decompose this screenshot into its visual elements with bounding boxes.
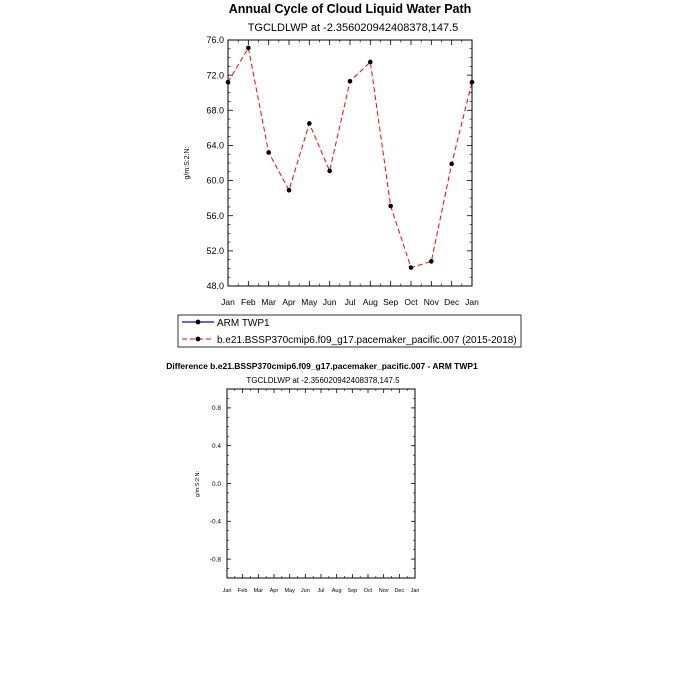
data-point (470, 80, 475, 85)
x-tick-label: May (301, 297, 318, 307)
data-point (449, 162, 454, 167)
data-point (348, 79, 353, 84)
data-point (226, 80, 231, 85)
legend-entry-model (182, 335, 517, 346)
x-tick-label: Nov (378, 588, 389, 594)
chart-subtitle: TGCLDLWP at -2.356020942408378,147.5 (247, 22, 459, 34)
x-tick-label: Jan (221, 297, 235, 307)
x-tick-label: Dec (394, 588, 405, 594)
x-tick-label: May (284, 588, 295, 594)
data-point (409, 265, 414, 270)
x-tick-label: Dec (444, 297, 460, 307)
legend-label-arm: ARM TWP1 (217, 318, 270, 329)
y-tick-label: 56.0 (206, 210, 224, 221)
x-tick-label: Jun (300, 588, 310, 594)
x-tick-label: Nov (423, 297, 439, 307)
x-tick-label: Feb (241, 297, 256, 307)
x-tick-label: Mar (253, 588, 264, 594)
y-tick-label: 64.0 (206, 140, 224, 151)
x-tick-label: Feb (237, 588, 248, 594)
y-tick-label: 76.0 (206, 35, 224, 46)
x-tick-label: Jul (344, 297, 356, 307)
data-point (246, 46, 251, 51)
data-point (307, 121, 312, 126)
data-point (266, 150, 271, 155)
y-axis-label: g/m:S:2:N: (184, 146, 191, 180)
x-tick-label: Aug (362, 297, 378, 307)
x-tick-label: Sep (347, 588, 358, 594)
data-point (388, 204, 393, 209)
data-point (368, 60, 373, 65)
y-tick-label: -0.4 (209, 518, 221, 526)
y-tick-label: 60.0 (206, 175, 224, 186)
y-tick-label: 0.8 (211, 405, 221, 413)
x-tick-label: Jan (410, 588, 420, 594)
x-tick-label: Oct (363, 588, 373, 594)
legend-marker-arm (196, 320, 201, 325)
x-tick-label: Sep (383, 297, 399, 307)
y-tick-label: 72.0 (206, 70, 224, 81)
y-tick-label: -0.8 (209, 556, 221, 564)
x-tick-label: Apr (269, 588, 279, 594)
legend-label-model: b.e21.BSSP370cmip6.f09_g17.pacemaker_pacific.007 (2015-2018) (217, 335, 517, 346)
y-tick-label: 52.0 (206, 246, 224, 257)
y-tick-label: 0.4 (211, 442, 221, 450)
x-tick-label: Jan (465, 297, 479, 307)
x-tick-label: Jan (222, 588, 232, 594)
y-tick-label: 0.0 (211, 480, 221, 488)
chart-title: Annual Cycle of Cloud Liquid Water Path (228, 2, 472, 16)
x-tick-label: Jun (322, 297, 337, 307)
difference-subtitle: TGCLDLWP at -2.356020942408378,147.5 (246, 376, 400, 385)
data-point (327, 169, 332, 174)
x-tick-label: Jul (317, 588, 325, 594)
x-tick-label: Aug (331, 588, 342, 594)
x-tick-label: Oct (404, 297, 418, 307)
difference-y-axis-label: g/m:S:2:N: (195, 471, 201, 497)
y-tick-label: 68.0 (206, 105, 224, 116)
data-point (287, 188, 292, 193)
x-tick-label: Mar (261, 297, 276, 307)
legend-marker-model (196, 337, 201, 342)
y-tick-label: 48.0 (206, 281, 224, 292)
legend (178, 315, 521, 347)
data-point (429, 259, 434, 264)
x-tick-label: Apr (282, 297, 296, 307)
difference-title: Difference b.e21.BSSP370cmip6.f09_g17.pacemaker_pacific.007 - ARM TWP1 (166, 361, 478, 371)
